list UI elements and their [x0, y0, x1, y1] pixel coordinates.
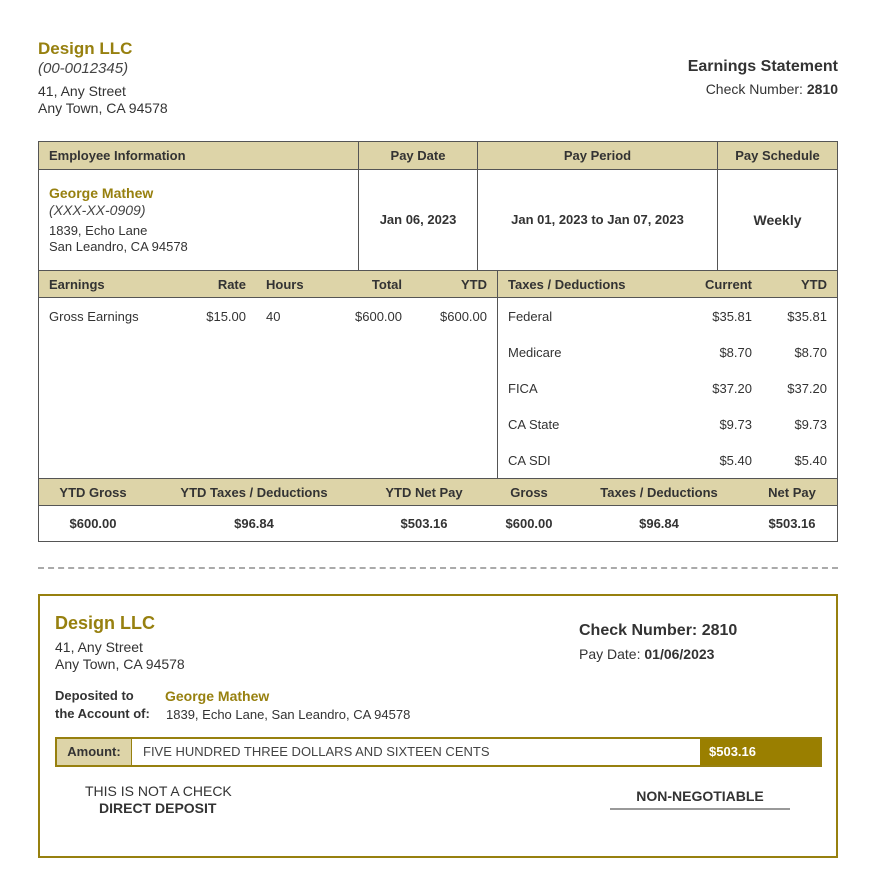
taxes-summary-header: Taxes / Deductions: [600, 485, 718, 500]
rate-header: Rate: [217, 277, 246, 292]
amount-bar: [55, 737, 822, 767]
current-header: Current: [705, 277, 752, 292]
amount-label: Amount:: [57, 739, 132, 765]
deposited-to-label: Deposited to: [55, 688, 134, 703]
stub-company-name: Design LLC: [55, 613, 156, 633]
taxes-value: $96.84: [639, 516, 679, 531]
hours-header: Hours: [266, 277, 304, 292]
company-address-line1: 41, Any Street: [38, 83, 126, 99]
signature-line: [610, 808, 790, 810]
stub-pay-date-row: [579, 646, 714, 662]
pay-date-header: Pay Date: [390, 148, 446, 163]
tax-ytd: $9.73: [794, 417, 827, 432]
tax-current: $35.81: [712, 309, 752, 324]
deposit-stub: [38, 594, 838, 858]
employee-address-line2: San Leandro, CA 94578: [49, 239, 188, 254]
direct-deposit-text: DIRECT DEPOSIT: [99, 800, 217, 816]
account-holder-name: George Mathew: [165, 688, 270, 704]
company-id: (00-0012345): [38, 60, 129, 77]
stub-address-line2: Any Town, CA 94578: [55, 656, 185, 672]
account-holder-address: 1839, Echo Lane, San Leandro, CA 94578: [166, 707, 411, 722]
tax-label: CA State: [508, 417, 560, 432]
earnings-ytd: $600.00: [440, 309, 487, 324]
total-header: Total: [371, 277, 402, 292]
account-of-label: the Account of:: [55, 706, 150, 721]
stub-address-line1: 41, Any Street: [55, 639, 143, 655]
check-number-value: 2810: [806, 81, 838, 97]
ytd-gross-header: YTD Gross: [59, 485, 127, 500]
taxes-header: Taxes / Deductions: [508, 277, 626, 292]
pay-period-value: Jan 01, 2023 to Jan 07, 2023: [511, 212, 684, 227]
tax-label: CA SDI: [508, 453, 551, 468]
employee-address-line1: 1839, Echo Lane: [49, 223, 148, 238]
tax-current: $5.40: [719, 453, 752, 468]
amount-value: $503.16: [700, 739, 820, 765]
pay-date-value: Jan 06, 2023: [379, 212, 457, 227]
pay-schedule-value: Weekly: [753, 212, 802, 228]
tax-ytd: $35.81: [787, 309, 827, 324]
tear-line: [38, 567, 838, 569]
check-number-row: [706, 81, 838, 97]
ytd-taxes-header: YTD Taxes / Deductions: [180, 485, 328, 500]
statement-title: Earnings Statement: [687, 58, 838, 75]
employee-name: George Mathew: [49, 185, 154, 201]
tax-label: Medicare: [508, 345, 562, 360]
non-negotiable-text: NON-NEGOTIABLE: [636, 788, 764, 804]
ytd-gross-value: $600.00: [69, 516, 117, 531]
check-number-label: Check Number:: [705, 81, 803, 97]
tax-current: $37.20: [712, 381, 752, 396]
tax-ytd: $8.70: [794, 345, 827, 360]
stub-pay-date-value: 01/06/2023: [644, 646, 715, 662]
tax-ytd: $5.40: [794, 453, 827, 468]
stub-check-number: Check Number: 2810: [579, 622, 738, 639]
earnings-rate: $15.00: [206, 309, 246, 324]
ytd-net-value: $503.16: [400, 516, 448, 531]
earnings-total: $600.00: [355, 309, 402, 324]
gross-header: Gross: [510, 485, 548, 500]
net-pay-value: $503.16: [768, 516, 816, 531]
tax-label: Federal: [508, 309, 553, 324]
gross-value: $600.00: [505, 516, 553, 531]
stub-pay-date-label: Pay Date:: [579, 646, 641, 662]
employee-info-header: Employee Information: [49, 148, 186, 163]
earnings-ytd-header: YTD: [461, 277, 487, 292]
taxes-ytd-header: YTD: [801, 277, 827, 292]
company-address-line2: Any Town, CA 94578: [38, 100, 168, 116]
earnings-hours: 40: [266, 309, 281, 324]
ytd-net-header: YTD Net Pay: [385, 485, 463, 500]
not-a-check-text: THIS IS NOT A CHECK: [85, 783, 232, 799]
pay-period-header: Pay Period: [563, 148, 632, 163]
amount-in-words: FIVE HUNDRED THREE DOLLARS AND SIXTEEN CENTS: [143, 744, 490, 759]
tax-label: FICA: [508, 381, 538, 396]
earnings-statement-table: [38, 141, 838, 542]
earnings-header: Earnings: [49, 277, 105, 292]
tax-current: $9.73: [719, 417, 752, 432]
earnings-label: Gross Earnings: [49, 309, 139, 324]
tax-ytd: $37.20: [787, 381, 827, 396]
pay-schedule-header: Pay Schedule: [735, 148, 820, 163]
employee-ssn: (XXX-XX-0909): [49, 202, 146, 218]
tax-current: $8.70: [719, 345, 752, 360]
ytd-taxes-value: $96.84: [234, 516, 274, 531]
net-pay-header: Net Pay: [768, 485, 816, 500]
company-name: Design LLC: [38, 39, 133, 58]
